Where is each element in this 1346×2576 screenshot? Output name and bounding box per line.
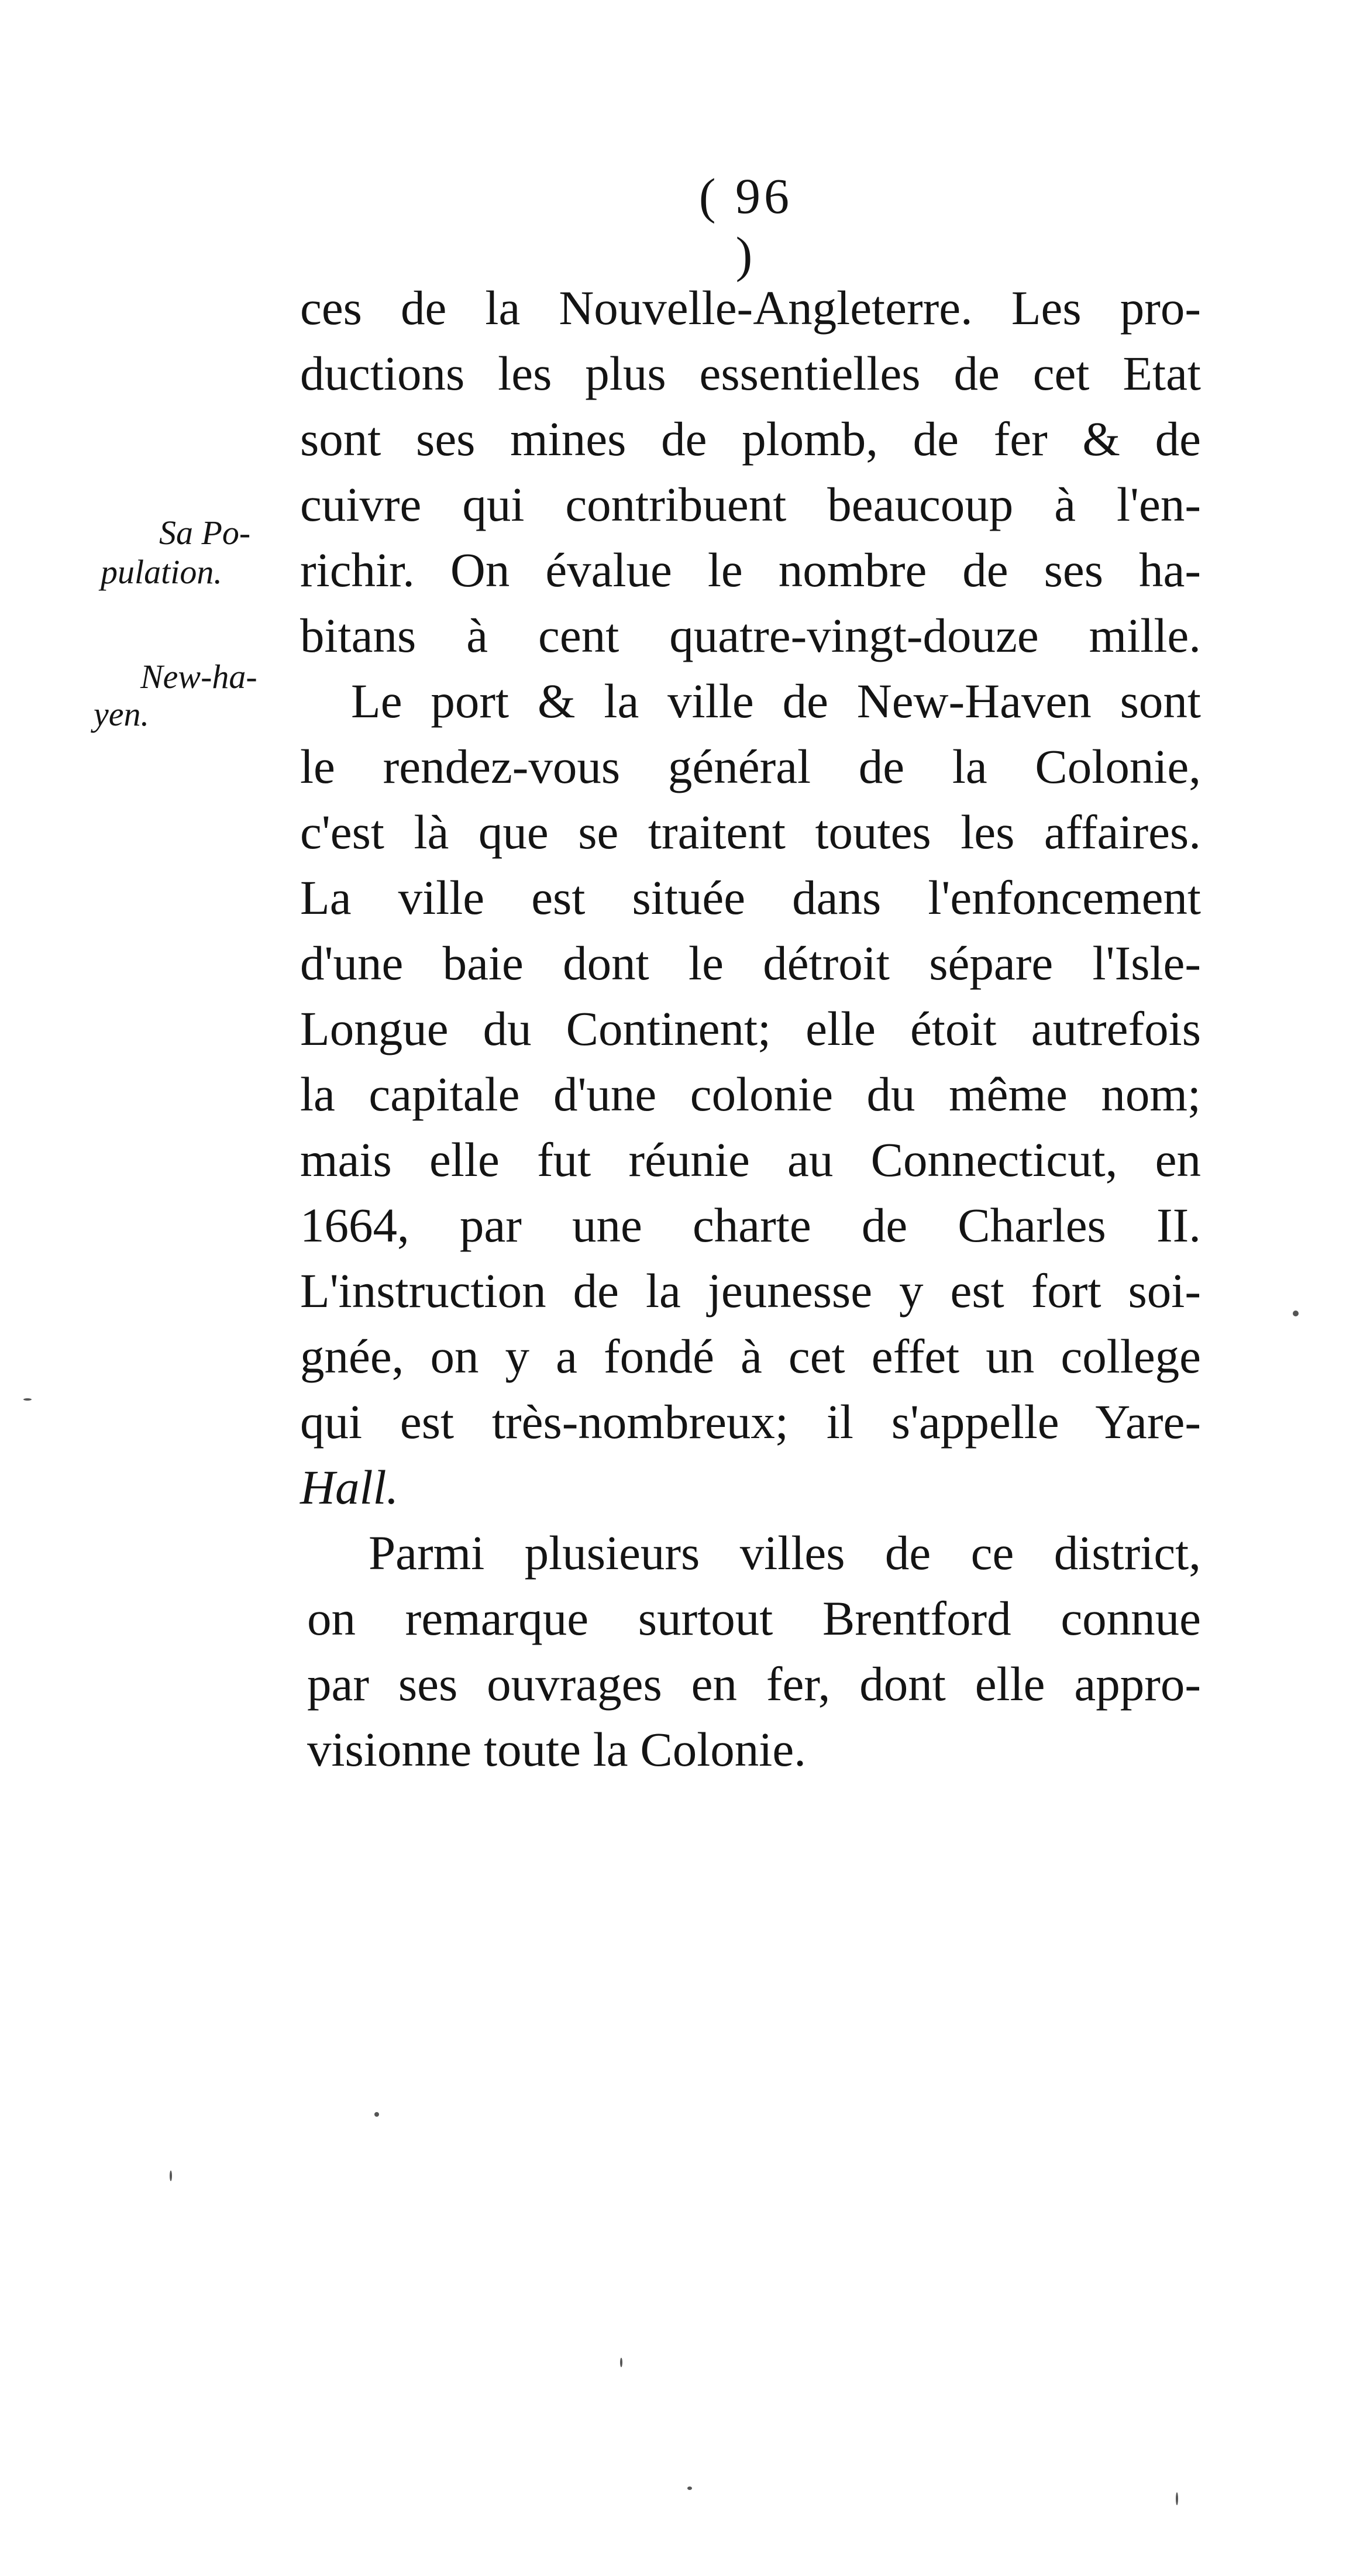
margin-note-population-2 [101,554,222,590]
text-line: par ses ouvrages en fer, dont elle appro- [307,1657,1201,1711]
text-line: le rendez-vous général de la Colonie, [300,740,1201,793]
text-line: c'est là que se traitent toutes les affaires. [300,805,1201,859]
text-line: ductions les plus essentielles de cet Etat [300,346,1201,400]
text-line: visionne toute la Colonie. [307,1722,806,1776]
margin-note-line: pulation. [101,553,222,591]
text-line: d'une baie dont le détroit sépare l'Isle- [300,936,1201,990]
text-line: Longue du Continent; elle étoit autrefois [300,1002,1201,1055]
scan-speck [620,2358,622,2367]
text-line: La ville est située dans l'enfoncement [300,871,1201,924]
page-number: ( 96 ) [698,168,793,283]
text-line: 1664, par une charte de Charles II. [300,1198,1201,1252]
text-line: richir. On évalue le nombre de ses ha- [300,543,1201,597]
margin-note-line: Sa Po- [159,514,251,552]
text-line: Le port & la ville de New-Haven sont [351,674,1201,728]
text-line: ces de la Nouvelle-Angleterre. Les pro- [300,281,1201,335]
text-line: gnée, on y a fondé à cet effet un college [300,1329,1201,1383]
text-line: Hall. [300,1460,399,1514]
margin-note-population [159,515,250,551]
scan-speck [23,1398,32,1401]
margin-note-newhaven-2 [94,696,149,732]
scan-speck [374,2112,379,2117]
scan-speck [1293,1311,1299,1316]
scan-speck [687,2486,692,2490]
text-line: la capitale d'une colonie du même nom; [300,1067,1201,1121]
text-line: bitans à cent quatre-vingt-douze mille. [300,608,1201,662]
text-line: sont ses mines de plomb, de fer & de [300,412,1201,466]
text-line: on remarque surtout Brentford connue [307,1591,1201,1645]
scan-speck [1176,2492,1178,2505]
margin-note-newhaven [140,659,257,695]
text-line: L'instruction de la jeunesse y est fort soi- [300,1264,1201,1318]
text-line: Parmi plusieurs villes de ce district, [369,1526,1201,1580]
margin-note-line: New-ha- [140,658,257,696]
scan-speck [170,2171,172,2181]
text-line: cuivre qui contribuent beaucoup à l'en- [300,477,1201,531]
text-line: mais elle fut réunie au Connecticut, en [300,1133,1201,1186]
text-line: qui est très-nombreux; il s'appelle Yare- [300,1395,1201,1449]
margin-note-line: yen. [94,695,149,733]
